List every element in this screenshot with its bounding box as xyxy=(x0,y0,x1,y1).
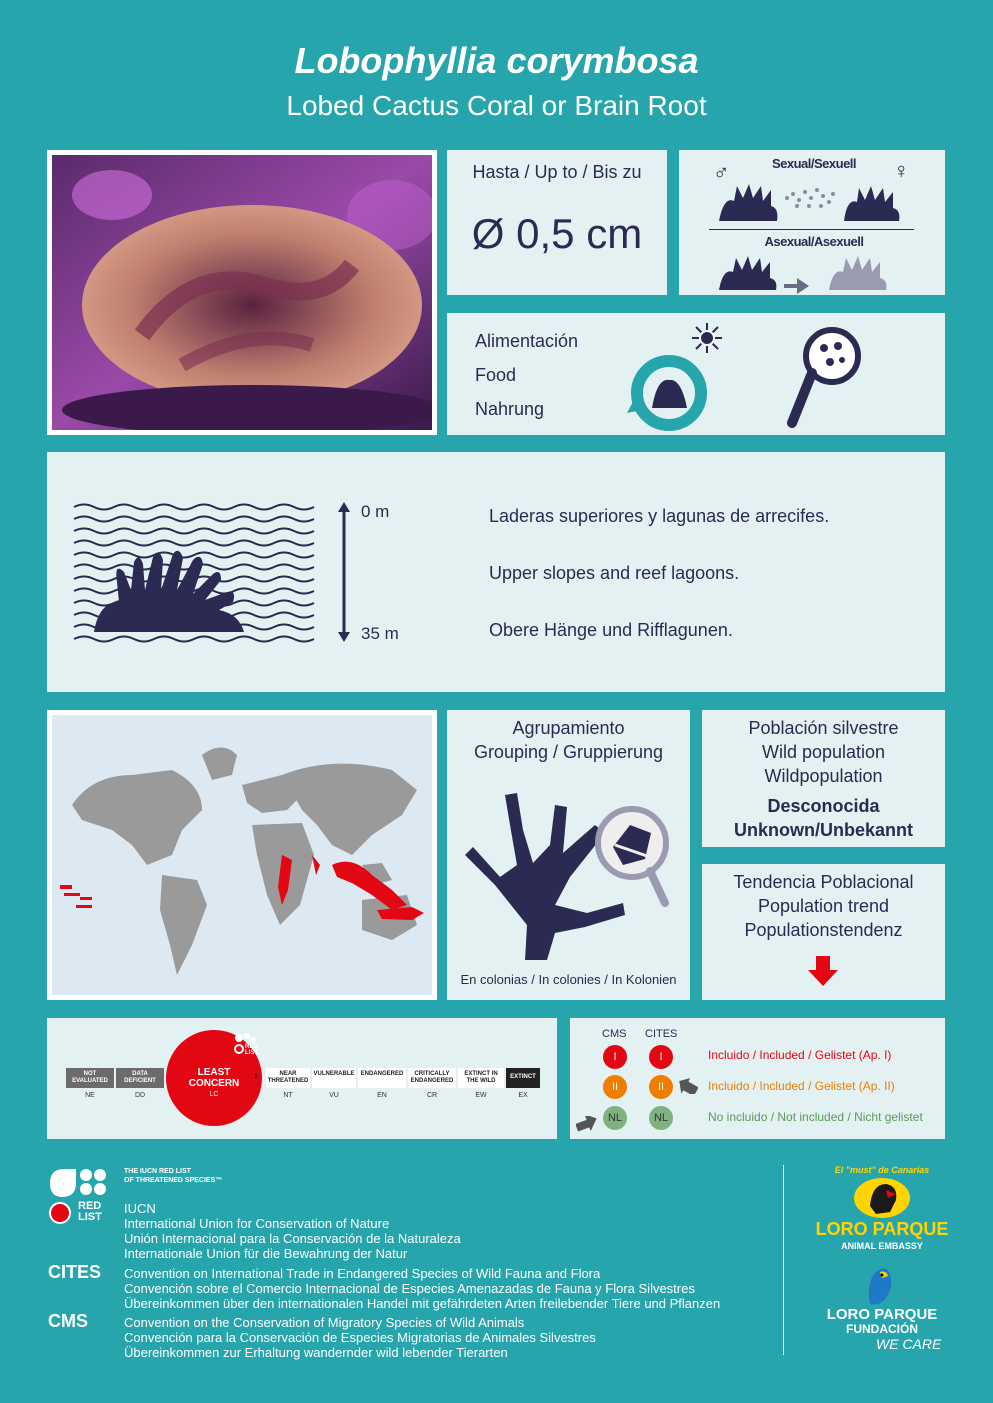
category-en: ENDANGERED xyxy=(358,1068,406,1088)
trend-down-arrow-icon xyxy=(808,956,838,986)
grouping-title-es: Agrupamiento xyxy=(512,718,625,738)
legend-not-listed: No incluido / Not included / Nicht gelistet xyxy=(708,1110,923,1124)
code-nt: NT xyxy=(283,1092,293,1099)
category-nt: NEAR THREATENED xyxy=(266,1068,310,1088)
size-value: Ø 0,5 cm xyxy=(471,210,643,257)
wild-pop-value-es: Desconocida xyxy=(767,796,880,816)
cites-col-header: CITES xyxy=(645,1028,678,1040)
cms-label: CMS xyxy=(48,1311,88,1331)
code-ne: NE xyxy=(85,1092,95,1099)
loro-parque-sub: ANIMAL EMBASSY xyxy=(841,1241,923,1251)
cms-col-header: CMS xyxy=(602,1028,627,1040)
magnifier-icon xyxy=(782,318,872,433)
legend-appendix-i: Incluido / Included / Gelistet (Ap. I) xyxy=(708,1048,892,1062)
fundacion-name: LORO PARQUE xyxy=(826,1306,938,1323)
badge-list: LIST xyxy=(245,1050,258,1056)
redlist-tagline-2: OF THREATENED SPECIES™ xyxy=(124,1177,223,1184)
footer-divider xyxy=(783,1165,784,1355)
grouping-panel xyxy=(447,710,690,1000)
category-vu: VULNERABLE xyxy=(312,1068,356,1088)
fundacion-sub: FUNDACIÓN xyxy=(846,1322,918,1336)
habitat-panel xyxy=(47,452,945,692)
redlist-logo-red: RED xyxy=(78,1200,102,1212)
trend-title-de: Populationstendenz xyxy=(744,920,903,940)
cms-status-ii: II xyxy=(603,1075,627,1099)
chevron-right-icon: › xyxy=(254,1068,258,1082)
cites-line-en: Convention on International Trade in Endangered Species of Wild Fauna and Flora xyxy=(124,1266,601,1281)
fundacion-tagline: WE CARE xyxy=(876,1336,942,1352)
redlist-tagline-1: THE IUCN RED LIST xyxy=(124,1168,191,1175)
food-panel xyxy=(447,313,945,435)
code-ex: EX xyxy=(518,1092,528,1099)
depth-top: 0 m xyxy=(361,502,390,521)
category-cr: CRITICALLY ENDANGERED xyxy=(408,1068,456,1088)
reproduction-panel xyxy=(679,150,945,295)
iucn-line-de: Internationale Union für die Bewahrung der Natur xyxy=(124,1246,408,1261)
food-label-es: Alimentación xyxy=(475,331,579,351)
category-dd: DATA DEFICIENT xyxy=(116,1068,164,1088)
divider xyxy=(709,229,914,230)
food-label-de: Nahrung xyxy=(475,399,545,419)
redlist-logo-list: LIST xyxy=(78,1211,102,1223)
grouping-title-en-de: Grouping / Gruppierung xyxy=(473,742,664,762)
grouping-caption: En colonias / In colonies / In Kolonien xyxy=(460,972,677,987)
redlist-logo-text xyxy=(78,1201,102,1223)
habitat-text-es: Laderas superiores y lagunas de arrecifes. xyxy=(489,506,830,526)
depth-illustration xyxy=(69,502,339,647)
distribution-map-frame xyxy=(47,710,437,1000)
code-vu: VU xyxy=(329,1092,339,1099)
size-label: Hasta / Up to / Bis zu xyxy=(472,162,642,182)
cites-line-de: Übereinkommen über den internationalen Handel mit gefährdeten Arten freilebender Tiere und Pflanzen xyxy=(124,1296,721,1311)
depth-arrow xyxy=(337,502,351,642)
cms-line-en: Convention on the Conservation of Migratory Species of Wild Animals xyxy=(124,1315,525,1330)
iucn-label: IUCN xyxy=(124,1201,156,1216)
code-cr: CR xyxy=(426,1092,438,1099)
habitat-text-de: Obere Hänge und Rifflagunen. xyxy=(489,620,733,640)
size-panel xyxy=(447,150,667,295)
legend-appendix-ii: Incluido / Included / Gelistet (Ap. II) xyxy=(708,1079,895,1093)
cms-line-de: Übereinkommen zur Erhaltung wandernder wild lebender Tierarten xyxy=(124,1345,508,1360)
male-icon: ♂ xyxy=(713,160,730,185)
code-ew: EW xyxy=(475,1092,487,1099)
category-ne: NOT EVALUATED xyxy=(66,1068,114,1088)
current-status-line1: LEAST xyxy=(197,1067,231,1078)
distribution-map xyxy=(52,715,432,995)
current-status-code: LC xyxy=(209,1091,219,1098)
iucn-line-es: Unión Internacional para la Conservación de la Naturaleza xyxy=(124,1231,461,1246)
sexual-reproduction-icon xyxy=(709,176,919,226)
habitat-text-en: Upper slopes and reef lagoons. xyxy=(489,563,740,583)
current-status-line2: CONCERN xyxy=(188,1078,240,1089)
code-dd: DD xyxy=(134,1092,146,1099)
asexual-reproduction-icon xyxy=(709,252,919,294)
cms-indicator-arrow-icon xyxy=(576,1116,598,1132)
asexual-label: Asexual/Asexuell xyxy=(764,234,864,249)
loro-parque-fundacion-parrot-icon xyxy=(860,1264,896,1306)
cites-label: CITES xyxy=(48,1262,102,1282)
loro-parque-name: LORO PARQUE xyxy=(815,1219,949,1239)
wild-pop-title-es: Población silvestre xyxy=(748,718,899,738)
badge-red: RED xyxy=(245,1044,258,1050)
category-ew: EXTINCT IN THE WILD xyxy=(458,1068,504,1088)
wild-pop-title-de: Wildpopulation xyxy=(764,766,883,786)
species-common-name: Lobed Cactus Coral or Brain Root xyxy=(286,90,707,121)
depth-bottom: 35 m xyxy=(361,624,399,643)
redlist-tagline xyxy=(124,1167,222,1185)
cites-indicator-arrow-icon xyxy=(678,1078,698,1094)
female-icon: ♀ xyxy=(893,158,910,183)
sexual-label: Sexual/Sexuell xyxy=(771,156,857,171)
cites-status-ii: II xyxy=(649,1075,673,1099)
cites-status-i: I xyxy=(649,1045,673,1069)
redlist-badge xyxy=(231,1030,261,1060)
food-label-en: Food xyxy=(475,365,517,385)
coral-photo-frame xyxy=(47,150,437,435)
cites-line-es: Convención sobre el Comercio Internacional de Especies Amenazadas de Fauna y Flora Silvestres xyxy=(124,1281,695,1296)
cites-status-nl: NL xyxy=(649,1106,673,1130)
code-en: EN xyxy=(377,1092,387,1099)
cms-status-nl: NL xyxy=(603,1106,627,1130)
iucn-line-en: International Union for Conservation of Nature xyxy=(124,1216,390,1231)
trend-title-en: Population trend xyxy=(757,896,890,916)
loro-parque-parrot-icon xyxy=(852,1176,912,1220)
population-trend-panel xyxy=(702,864,945,1000)
photosynthesis-icon xyxy=(617,318,732,433)
loro-parque-tagline: El "must" de Canarias xyxy=(834,1165,930,1175)
wild-pop-value-en-de: Unknown/Unbekannt xyxy=(734,820,913,840)
colony-icon xyxy=(455,785,685,965)
cms-line-es: Convención para la Conservación de Especies Migratorias de Animales Silvestres xyxy=(124,1330,596,1345)
wild-pop-title-en: Wild population xyxy=(761,742,886,762)
coral-photo xyxy=(52,155,432,430)
cms-status-i: I xyxy=(603,1045,627,1069)
species-scientific-name: Lobophyllia corymbosa xyxy=(294,40,699,81)
trend-title-es: Tendencia Poblacional xyxy=(733,872,914,892)
cms-cites-panel xyxy=(570,1018,945,1139)
wild-population-panel xyxy=(702,710,945,847)
category-ex: EXTINCT xyxy=(506,1068,540,1088)
